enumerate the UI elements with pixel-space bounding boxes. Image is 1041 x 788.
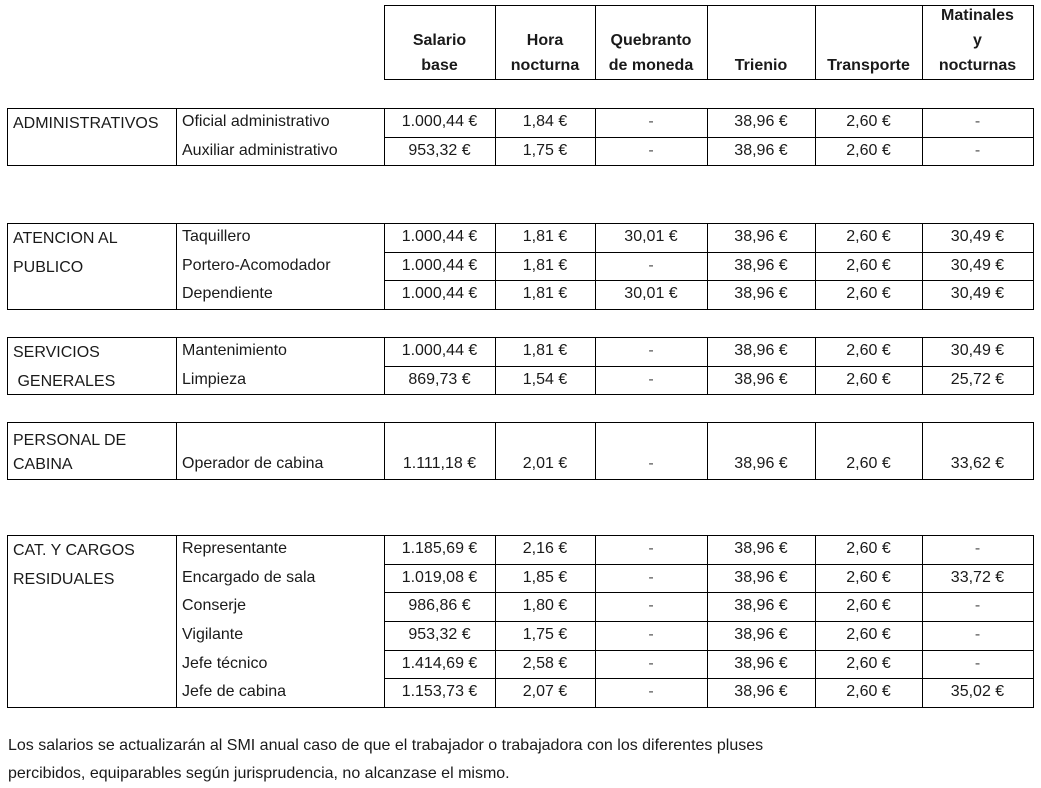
group-label-line: CAT. Y CARGOS	[13, 542, 135, 559]
header-text: Matinales	[941, 7, 1014, 24]
value-cell: 38,96 €	[734, 285, 788, 303]
header-text: nocturnas	[938, 57, 1017, 74]
value-cell: 1,81 €	[522, 256, 568, 274]
header-text: de moneda	[608, 57, 694, 74]
column-border	[595, 422, 596, 479]
value-cell: 25,72 €	[950, 370, 1005, 388]
value-cell: 38,96 €	[734, 654, 788, 672]
column-border	[595, 108, 596, 165]
value-cell: 1.000,44 €	[401, 285, 478, 303]
value-cell: 2,07 €	[522, 683, 568, 701]
value-cell: 2,60 €	[846, 228, 891, 245]
column-border	[384, 337, 385, 394]
value-cell: 2,60 €	[846, 626, 891, 643]
row-border	[7, 535, 1034, 536]
category-cell: Jefe de cabina	[182, 683, 287, 701]
column-border	[495, 337, 496, 394]
column-border	[176, 337, 177, 394]
row-border	[7, 707, 1034, 708]
value-cell: -	[974, 113, 981, 130]
column-border	[7, 535, 8, 707]
value-cell: 30,49 €	[950, 228, 1005, 245]
value-cell: 2,60 €	[846, 285, 891, 303]
value-cell: 30,01 €	[624, 228, 678, 245]
value-cell: -	[648, 370, 654, 388]
value-cell: 33,72 €	[950, 568, 1005, 586]
value-cell: 30,49 €	[950, 285, 1005, 303]
column-border	[815, 108, 816, 165]
category-cell: Portero-Acomodador	[182, 256, 331, 274]
category-cell: Limpieza	[182, 370, 247, 388]
value-cell: 1,81 €	[522, 228, 568, 245]
column-border	[1033, 337, 1034, 394]
value-cell: 1,84 €	[522, 113, 568, 130]
value-cell: -	[648, 342, 654, 359]
column-border	[707, 422, 708, 479]
value-cell: -	[974, 540, 981, 557]
column-border	[815, 337, 816, 394]
value-cell: 30,49 €	[950, 342, 1005, 359]
column-border	[495, 422, 496, 479]
group-label-line: GENERALES	[13, 373, 116, 390]
value-cell: 2,60 €	[846, 683, 891, 701]
value-cell: 1.000,44 €	[401, 113, 478, 130]
value-cell: 38,96 €	[734, 342, 788, 359]
header-matinales-nocturnas	[922, 5, 1033, 79]
column-border	[815, 535, 816, 707]
column-border	[707, 535, 708, 707]
category-cell: Auxiliar administrativo	[182, 141, 338, 159]
value-cell: 869,73 €	[408, 370, 471, 388]
value-cell: -	[974, 141, 981, 159]
group-label-line: ATENCION AL	[13, 230, 118, 247]
column-border	[922, 535, 923, 707]
value-cell: 38,96 €	[734, 568, 788, 586]
value-cell: -	[648, 113, 654, 130]
column-border	[1033, 5, 1034, 79]
value-cell: 1,85 €	[522, 568, 568, 586]
row-border	[7, 422, 1034, 423]
group-label-line: CABINA	[13, 456, 73, 473]
column-border	[1033, 108, 1034, 165]
value-cell: 1.185,69 €	[401, 540, 478, 557]
value-cell: 38,96 €	[734, 455, 788, 472]
value-cell: 30,49 €	[950, 256, 1005, 274]
header-text: y	[973, 32, 982, 49]
value-cell: -	[974, 654, 981, 672]
value-cell: 2,60 €	[846, 597, 891, 615]
value-cell: 38,96 €	[734, 256, 788, 274]
column-border	[922, 337, 923, 394]
column-border	[815, 5, 816, 79]
header-text: Hora	[526, 32, 564, 49]
column-border	[922, 223, 923, 309]
value-cell: 1,54 €	[522, 370, 568, 388]
value-cell: 1.000,44 €	[401, 342, 478, 359]
value-cell: 2,16 €	[522, 540, 568, 557]
row-border	[384, 5, 1034, 6]
header-text: nocturna	[510, 57, 580, 74]
value-cell: 1,81 €	[522, 342, 568, 359]
column-border	[384, 223, 385, 309]
value-cell: 38,96 €	[734, 228, 788, 245]
value-cell: -	[648, 597, 654, 615]
column-border	[176, 422, 177, 479]
value-cell: 2,60 €	[846, 256, 891, 274]
column-border	[176, 108, 177, 165]
value-cell: 1,75 €	[522, 626, 568, 643]
row-border	[7, 479, 1034, 480]
header-trienio	[707, 5, 815, 79]
column-border	[495, 5, 496, 79]
footnote-line: percibidos, equiparables según jurisprudencia, no alcanzase el mismo.	[8, 765, 510, 782]
row-border	[384, 79, 1034, 80]
column-border	[384, 535, 385, 707]
column-border	[384, 108, 385, 165]
column-border	[922, 108, 923, 165]
row-border	[384, 678, 1034, 679]
value-cell: 38,96 €	[734, 683, 788, 701]
row-border	[384, 366, 1034, 367]
column-border	[495, 535, 496, 707]
value-cell: -	[648, 568, 654, 586]
category-cell: Vigilante	[182, 626, 244, 643]
category-cell: Dependiente	[182, 285, 273, 303]
value-cell: 2,60 €	[846, 342, 891, 359]
column-border	[1033, 422, 1034, 479]
column-border	[7, 337, 8, 394]
value-cell: -	[974, 626, 981, 643]
row-border	[384, 137, 1034, 138]
value-cell: -	[648, 540, 654, 557]
header-quebranto-moneda	[595, 5, 707, 79]
row-border	[7, 108, 1034, 109]
row-border	[7, 223, 1034, 224]
value-cell: 1.153,73 €	[401, 683, 478, 701]
column-border	[7, 108, 8, 165]
column-border	[707, 337, 708, 394]
group-label-line: RESIDUALES	[13, 571, 115, 588]
value-cell: 38,96 €	[734, 370, 788, 388]
header-hora-nocturna	[495, 5, 595, 79]
row-border	[7, 309, 1034, 310]
group-label-line: PERSONAL DE	[13, 432, 127, 449]
value-cell: 2,01 €	[522, 455, 568, 472]
column-border	[595, 5, 596, 79]
value-cell: 2,60 €	[846, 370, 891, 388]
group-label-line: SERVICIOS	[13, 344, 100, 361]
column-border	[7, 422, 8, 479]
group-label	[13, 109, 159, 138]
group-label	[13, 338, 115, 396]
header-salario-base	[384, 5, 495, 79]
value-cell: 33,62 €	[950, 455, 1005, 472]
row-border	[7, 165, 1034, 166]
column-border	[922, 5, 923, 79]
column-border	[707, 108, 708, 165]
footnote-line: Los salarios se actualizarán al SMI anual caso de que el trabajador o trabajadora con los diferentes pluses	[8, 737, 764, 754]
value-cell: 1.111,18 €	[402, 455, 477, 472]
value-cell: -	[648, 455, 654, 472]
row-border	[384, 280, 1034, 281]
value-cell: 953,32 €	[408, 141, 471, 159]
group-label	[13, 224, 118, 282]
column-border	[384, 5, 385, 79]
value-cell: -	[648, 141, 654, 159]
row-border	[7, 337, 1034, 338]
value-cell: 38,96 €	[734, 141, 788, 159]
value-cell: 2,60 €	[846, 540, 891, 557]
value-cell: 2,60 €	[846, 141, 891, 159]
column-border	[1033, 223, 1034, 309]
category-cell: Oficial administrativo	[182, 113, 330, 130]
value-cell: -	[648, 626, 654, 643]
column-border	[595, 535, 596, 707]
value-cell: 1.000,44 €	[401, 228, 478, 245]
value-cell: 35,02 €	[950, 683, 1005, 701]
column-border	[595, 337, 596, 394]
value-cell: 38,96 €	[734, 113, 788, 130]
value-cell: 38,96 €	[734, 626, 788, 643]
group-label	[13, 536, 135, 594]
column-border	[495, 223, 496, 309]
value-cell: 1,80 €	[522, 597, 568, 615]
value-cell: 1,81 €	[522, 285, 568, 303]
value-cell: 2,60 €	[846, 568, 891, 586]
value-cell: 986,86 €	[408, 597, 471, 615]
value-cell: -	[648, 256, 654, 274]
column-border	[176, 223, 177, 309]
column-border	[495, 108, 496, 165]
column-border	[815, 422, 816, 479]
row-border	[384, 252, 1034, 253]
value-cell: 953,32 €	[408, 626, 471, 643]
header-text: Transporte	[827, 57, 910, 74]
value-cell: 30,01 €	[624, 285, 678, 303]
footnote	[8, 732, 1028, 788]
row-border	[384, 650, 1034, 651]
row-border	[7, 394, 1034, 395]
value-cell: 2,60 €	[846, 654, 891, 672]
column-border	[922, 422, 923, 479]
category-cell: Encargado de sala	[182, 568, 316, 586]
value-cell: 1.000,44 €	[401, 256, 478, 274]
header-text: Salario	[412, 32, 467, 49]
category-cell: Conserje	[182, 597, 247, 615]
category-cell: Taquillero	[182, 228, 251, 245]
header-text: base	[421, 57, 458, 74]
header-text: Quebranto	[610, 32, 692, 49]
value-cell: 2,60 €	[846, 113, 891, 130]
value-cell: 2,58 €	[522, 654, 568, 672]
group-label-line: ADMINISTRATIVOS	[13, 115, 159, 132]
value-cell: 1.414,69 €	[401, 654, 478, 672]
row-border	[384, 621, 1034, 622]
value-cell: 1.019,08 €	[401, 568, 478, 586]
header-text: Trienio	[734, 57, 788, 74]
row-border	[384, 592, 1034, 593]
row-border	[384, 564, 1034, 565]
category-cell: Representante	[182, 540, 287, 557]
category-cell: Operador de cabina	[182, 455, 324, 472]
group-label-line: PUBLICO	[13, 259, 84, 276]
column-border	[815, 223, 816, 309]
category-cell: Mantenimiento	[182, 342, 287, 359]
value-cell: 2,60 €	[846, 455, 891, 472]
column-border	[595, 223, 596, 309]
value-cell: -	[648, 683, 654, 701]
value-cell: -	[648, 654, 654, 672]
value-cell: 38,96 €	[734, 597, 788, 615]
value-cell: -	[974, 597, 981, 615]
value-cell: 1,75 €	[522, 141, 568, 159]
value-cell: 38,96 €	[734, 540, 788, 557]
column-border	[7, 223, 8, 309]
category-cell: Jefe técnico	[182, 654, 268, 672]
column-border	[176, 535, 177, 707]
group-label	[13, 429, 126, 477]
column-border	[707, 5, 708, 79]
column-border	[1033, 535, 1034, 707]
column-border	[384, 422, 385, 479]
header-transporte	[815, 5, 922, 79]
column-border	[707, 223, 708, 309]
